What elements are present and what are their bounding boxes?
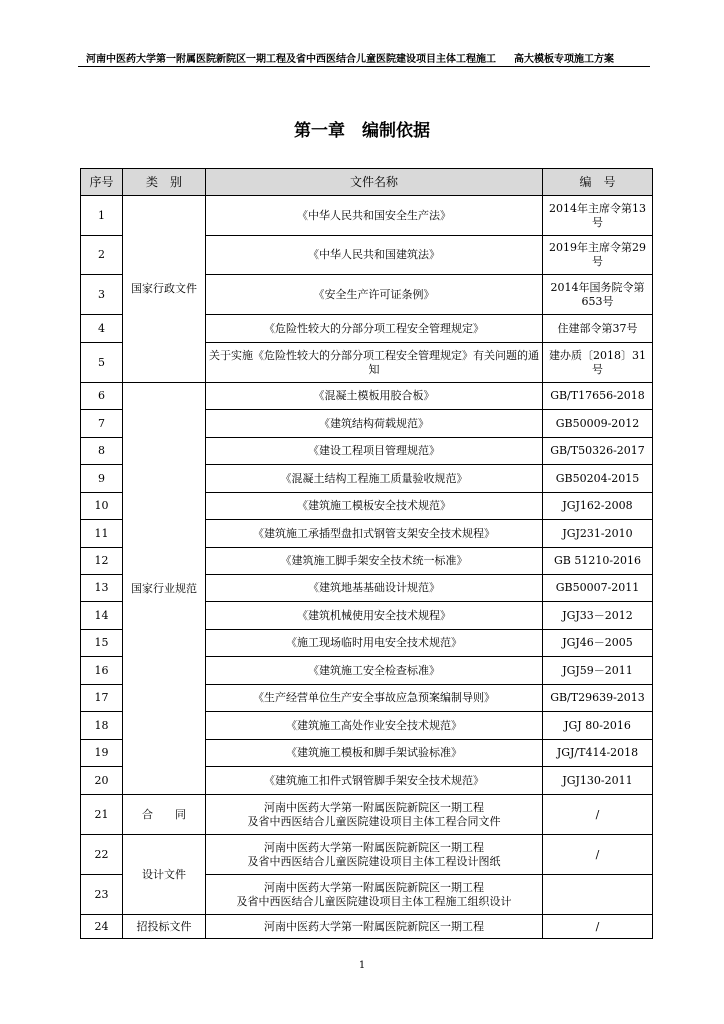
row-no: 15	[81, 630, 123, 657]
row-code: GB50204-2015	[543, 465, 653, 493]
header-document-title: 高大模板专项施工方案	[514, 54, 614, 65]
row-code: 2014年国务院令第653号	[543, 275, 653, 315]
row-code: JGJ130-2011	[543, 767, 653, 795]
row-name: 《建筑地基基础设计规范》	[206, 575, 543, 602]
header-code: 编 号	[543, 169, 653, 196]
row-no: 16	[81, 657, 123, 685]
row-name: 《建筑施工模板安全技术规范》	[206, 493, 543, 520]
row-name	[206, 835, 543, 875]
chapter-title: 第一章 编制依据	[294, 121, 430, 141]
category-design: 设计文件	[123, 835, 206, 915]
row-no: 2	[81, 236, 123, 275]
row-name-line-1: 河南中医药大学第一附属医院新院区一期工程	[264, 800, 484, 814]
row-name: 《施工现场临时用电安全技术规范》	[206, 630, 543, 657]
row-code: JGJ46－2005	[543, 630, 653, 657]
row-no: 22	[81, 835, 123, 875]
row-no: 11	[81, 520, 123, 548]
table-row	[81, 835, 653, 875]
row-no: 19	[81, 740, 123, 767]
header-document-name: 文件名称	[206, 169, 543, 196]
row-name: 《建筑施工高处作业安全技术规范》	[206, 712, 543, 740]
row-no: 13	[81, 575, 123, 602]
row-name	[206, 875, 543, 915]
row-name: 《安全生产许可证条例》	[206, 275, 543, 315]
category-tender: 招投标文件	[123, 915, 206, 939]
row-no: 17	[81, 685, 123, 712]
header-project-title: 河南中医药大学第一附属医院新院区一期工程及省中西医结合儿童医院建设项目主体工程施工	[86, 54, 496, 65]
row-name: 《建筑施工脚手架安全技术统一标准》	[206, 548, 543, 575]
row-code	[543, 875, 653, 915]
row-name: 河南中医药大学第一附属医院新院区一期工程	[206, 915, 543, 939]
row-no: 20	[81, 767, 123, 795]
row-name: 《建设工程项目管理规范》	[206, 438, 543, 465]
row-no: 10	[81, 493, 123, 520]
row-name: 《建筑施工扣件式钢管脚手架安全技术规范》	[206, 767, 543, 795]
table-row	[81, 383, 653, 410]
row-code: JGJ162-2008	[543, 493, 653, 520]
row-code: 2014年主席令第13号	[543, 196, 653, 236]
row-code: GB/T29639-2013	[543, 685, 653, 712]
row-code: JGJ/T414-2018	[543, 740, 653, 767]
row-name: 《中华人民共和国建筑法》	[206, 236, 543, 275]
row-code: GB50009-2012	[543, 410, 653, 438]
row-name	[206, 795, 543, 835]
category-national-industry: 国家行业规范	[123, 383, 206, 795]
page-number: 1	[358, 960, 366, 971]
row-code: GB/T50326-2017	[543, 438, 653, 465]
table-row	[81, 795, 653, 835]
row-code: /	[543, 915, 653, 939]
row-code: 建办质〔2018〕31号	[543, 343, 653, 383]
row-name: 《中华人民共和国安全生产法》	[206, 196, 543, 236]
table-header-row	[81, 169, 653, 196]
row-code: GB/T17656-2018	[543, 383, 653, 410]
row-name: 《建筑机械使用安全技术规程》	[206, 602, 543, 630]
row-name-line-1: 河南中医药大学第一附属医院新院区一期工程	[264, 880, 484, 894]
row-no: 5	[81, 343, 123, 383]
category-contract: 合 同	[123, 795, 206, 835]
row-name: 《危险性较大的分部分项工程安全管理规定》	[206, 315, 543, 343]
row-no: 4	[81, 315, 123, 343]
row-code: 2019年主席令第29号	[543, 236, 653, 275]
row-name: 《建筑施工承插型盘扣式钢管支架安全技术规程》	[206, 520, 543, 548]
row-no: 9	[81, 465, 123, 493]
row-code: JGJ 80-2016	[543, 712, 653, 740]
page-header	[78, 46, 650, 67]
row-no: 12	[81, 548, 123, 575]
table-row	[81, 196, 653, 236]
basis-table	[80, 168, 653, 939]
row-name: 《建筑结构荷载规范》	[206, 410, 543, 438]
row-code: GB 51210-2016	[543, 548, 653, 575]
row-no: 6	[81, 383, 123, 410]
row-no: 23	[81, 875, 123, 915]
header-no: 序号	[81, 169, 123, 196]
row-name: 《混凝土模板用胶合板》	[206, 383, 543, 410]
row-name-line-2: 及省中西医结合儿童医院建设项目主体工程合同文件	[247, 814, 501, 828]
row-name-line-2: 及省中西医结合儿童医院建设项目主体工程施工组织设计	[236, 894, 512, 908]
row-name: 《混凝土结构工程施工质量验收规范》	[206, 465, 543, 493]
header-category: 类 别	[123, 169, 206, 196]
row-code: GB50007-2011	[543, 575, 653, 602]
row-name: 《建筑施工模板和脚手架试验标准》	[206, 740, 543, 767]
row-name-line-2: 及省中西医结合儿童医院建设项目主体工程设计图纸	[247, 854, 501, 868]
row-no: 14	[81, 602, 123, 630]
row-code: 住建部令第37号	[543, 315, 653, 343]
row-code: JGJ33－2012	[543, 602, 653, 630]
row-name-line-1: 河南中医药大学第一附属医院新院区一期工程	[264, 840, 484, 854]
row-code: JGJ59－2011	[543, 657, 653, 685]
row-code: /	[543, 795, 653, 835]
row-code: /	[543, 835, 653, 875]
category-national-admin: 国家行政文件	[123, 196, 206, 383]
row-no: 18	[81, 712, 123, 740]
row-code: JGJ231-2010	[543, 520, 653, 548]
row-no: 3	[81, 275, 123, 315]
row-no: 1	[81, 196, 123, 236]
row-name: 关于实施《危险性较大的分部分项工程安全管理规定》有关问题的通知	[206, 343, 543, 383]
row-no: 24	[81, 915, 123, 939]
table-row	[81, 915, 653, 939]
row-name: 《生产经营单位生产安全事故应急预案编制导则》	[206, 685, 543, 712]
row-name: 《建筑施工安全检查标准》	[206, 657, 543, 685]
row-no: 7	[81, 410, 123, 438]
row-no: 21	[81, 795, 123, 835]
row-no: 8	[81, 438, 123, 465]
